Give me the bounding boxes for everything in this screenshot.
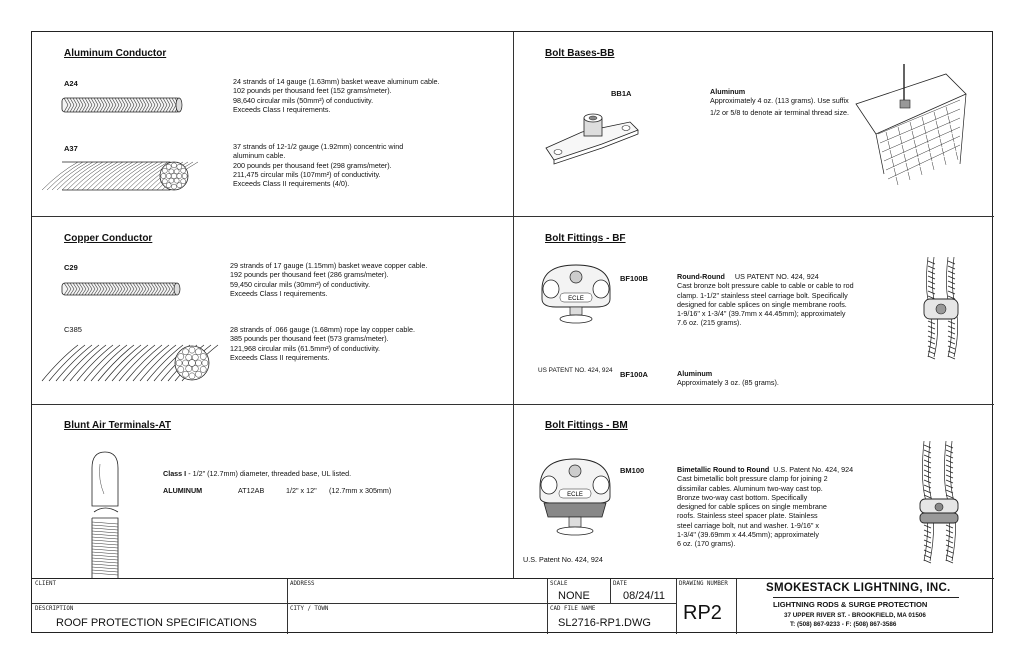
cad-file-label: CAD FILE NAME (550, 606, 596, 612)
part-code: A24 (64, 79, 78, 88)
a37-description: 37 strands of 12-1/2 gauge (1.92mm) concentric wind aluminum cable. 200 pounds per thousand feet (298 grams/meter). 211,475 circular mils (107mm²) of conductivity. Exceeds Class II requirements (4/0). (233, 142, 404, 189)
scale-value: NONE (558, 590, 590, 602)
c29-description: 29 strands of 17 gauge (1.15mm) basket weave copper cable. 192 pounds per thousand feet (286 grams/meter). 59,450 circular mils (30mm²) of conductivity. Exceeds Class I requirements. (230, 261, 428, 298)
date-label: DATE (613, 581, 627, 587)
bb1a-description: Aluminum Approximately 4 oz. (113 grams). Use suffix 1/2 or 5/8 to denote air terminal thread size. (710, 87, 850, 117)
class-line: Class I - 1/2" (12.7mm) diameter, threaded base, UL listed. (163, 469, 352, 478)
city-label: CITY / TOWN (290, 606, 329, 612)
size: 1/2" x 12" (286, 486, 317, 495)
bm100-installed-illustration (906, 441, 976, 561)
bolt-bases-section (514, 32, 994, 216)
drawing-number: RP2 (683, 602, 722, 624)
metric-size: (12.7mm x 305mm) (329, 486, 392, 495)
c385-cable-illustration (62, 341, 212, 383)
a37-cable-illustration (62, 158, 192, 194)
bolt-base-illustration (542, 108, 642, 168)
cad-file-value: SL2716-RP1.DWG (558, 617, 651, 629)
bm100-clamp-illustration (532, 451, 618, 546)
part-code: C29 (64, 263, 78, 272)
bolt-fittings-bm-section (514, 405, 994, 578)
c29-cable-illustration (62, 281, 182, 299)
address-label: ADDRESS (290, 581, 315, 587)
client-label: CLIENT (35, 581, 56, 587)
copper-conductor-section (32, 217, 513, 404)
bm100-description: Bimetallic Round to Round U.S. Patent No. 424, 924 Cast bimetallic bolt pressure clamp for joining 2 dissimilar cables. Aluminum two-way cast top. Bronze two-way cast bottom. Specifically designed for cable splices on single membrane roofs. Stainless steel spacer plate. Stainless steel carriage bolt, nut and washer. 1-9/16" x 1-3/4" (39.69mm x 44.45mm); approximately 6 oz. (170 grams). (677, 465, 854, 549)
bf100-installed-illustration (912, 257, 972, 357)
bolt-fittings-bf-section (514, 217, 994, 404)
material-label: ALUMINUM (163, 486, 203, 495)
part-code: C385 (64, 325, 82, 334)
scale-label: SCALE (550, 581, 568, 587)
company-phone: T: (508) 867-9233 - F: (508) 867-3586 (790, 621, 897, 628)
date-value: 08/24/11 (623, 590, 666, 602)
roof-installation-illustration (856, 64, 966, 174)
drawing-number-label: DRAWING NUMBER (679, 581, 728, 587)
part-code: BM100 (620, 466, 645, 475)
section-title: Bolt Fittings - BF (545, 233, 626, 244)
description-label: DESCRIPTION (35, 606, 74, 612)
a24-description: 24 strands of 14 gauge (1.63mm) basket weave aluminum cable. 102 pounds per thousand feet (152 grams/meter). 98,640 circular mils (50mm²) of conductivity. Exceeds Class I requirements. (233, 77, 440, 114)
a24-cable-illustration (62, 96, 182, 116)
bf100-clamp-illustration (536, 259, 616, 329)
part-number: AT12AB (238, 486, 265, 495)
bf100b-description: Round-Round US PATENT NO. 424, 924 Cast bronze bolt pressure cable to cable or cable to rod clamp. 1-1/2" stainless steel carriage bolt. Specifically designed for cable splices on single membrane roofs. 1-9/16" x 1-3/4" (39.7mm x 44.45mm); approximately 7.6 oz. (215 grams). (677, 272, 854, 328)
drawing-sheet (31, 31, 993, 633)
company-address: 37 UPPER RIVER ST. - BROOKFIELD, MA 01506 (784, 612, 926, 619)
description-value: ROOF PROTECTION SPECIFICATIONS (56, 617, 257, 629)
section-title: Aluminum Conductor (64, 48, 167, 59)
bm-patent-caption: U.S. Patent No. 424, 924 (523, 555, 603, 564)
clamp-stamp: ECLE (568, 296, 584, 302)
air-terminal-illustration (88, 450, 128, 578)
part-code: BB1A (611, 89, 632, 98)
blunt-air-terminals-section (32, 405, 513, 578)
bf-patent-caption: US PATENT NO. 424, 924 (538, 367, 613, 374)
part-code: BF100A (620, 370, 648, 379)
part-code: BF100B (620, 274, 648, 283)
bf100a-description: Aluminum Approximately 3 oz. (85 grams). (677, 369, 779, 388)
aluminum-conductor-section (32, 32, 513, 216)
c385-description: 28 strands of .066 gauge (1.68mm) rope lay copper cable. 385 pounds per thousand feet (573 grams/meter). 121,968 circular mils (61.5mm²) of conductivity. Exceeds Class II requirements. (230, 325, 415, 362)
title-block (32, 579, 994, 634)
part-code: A37 (64, 144, 78, 153)
section-title: Bolt Fittings - BM (545, 420, 628, 431)
company-name: SMOKESTACK LIGHTNING, INC. (766, 582, 951, 594)
section-title: Bolt Bases-BB (545, 48, 615, 59)
clamp-stamp: ECLE (567, 492, 583, 498)
company-tagline: LIGHTNING RODS & SURGE PROTECTION (773, 600, 928, 609)
section-title: Copper Conductor (64, 233, 153, 244)
section-title: Blunt Air Terminals-AT (64, 420, 172, 431)
